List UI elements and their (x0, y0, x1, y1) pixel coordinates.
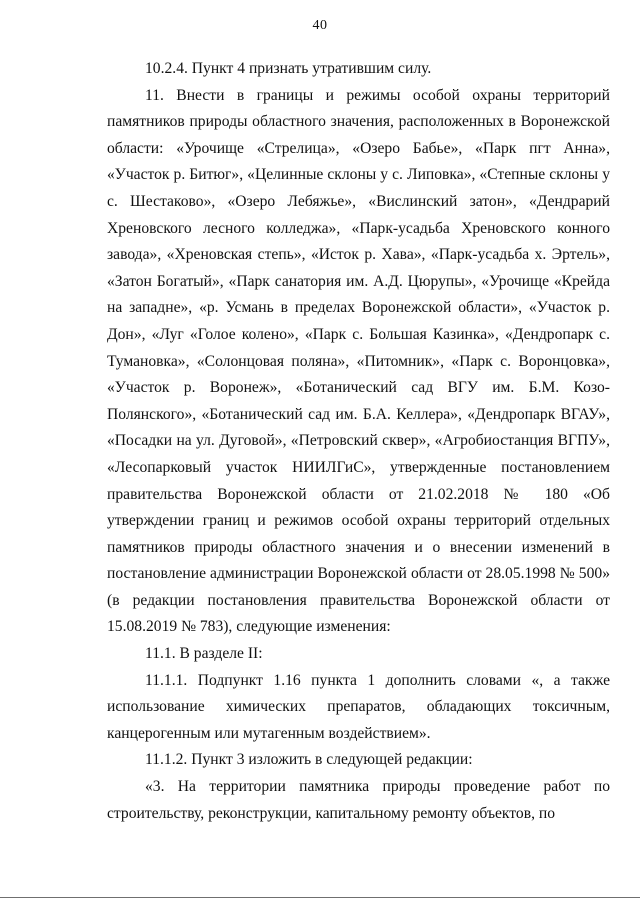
document-body (107, 56, 610, 827)
paragraph-11-1-1: 11.1.1. Подпункт 1.16 пункта 1 дополнить словами «, а также использование химических препаратов, обладающих токсичным, канцерогенным или мутагенным воздействием». (107, 671, 610, 742)
paragraph-11: 11. Внести в границы и режимы особой охраны территорий памятников природы областного значения, расположенных в Воронежской области: «Урочище «Стрелица», «Озеро Бабье», «Парк пгт Анна», «Участок р. Битюг», «Целинные склоны у с. Липовка», «Степные склоны у с. Шестаково», «Озеро Лебяжье», «Вислинский затон», «Дендрарий Хреновского лесного колледжа», «Парк-усадьба Хреновского конного завода», «Хреновская степь», «Исток р. Хава», «Парк-усадьба х. Эртель», «Затон Богатый», «Парк санатория им. А.Д. Цюрупы», «Урочище «Крейда на западне», «р. Усмань в пределах Воронежской области», «Участок р. Дон», «Луг «Голое колено», «Парк с. Большая Казинка», «Дендропарк с. Тумановка», «Солонцовая поляна», «Питомник», «Парк с. Воронцовка», «Участок р. Воронеж», «Ботанический сад ВГУ им. Б.М. Козо-Полянского», «Ботанический сад им. Б.А. Келлера», «Дендропарк ВГАУ», «Посадки на ул. Дуговой», «Петровский сквер», «Агробиостанция ВГПУ», «Лесопарковый участок НИИЛГиС», утвержденные постановлением правительства Воронежской области от 21.02.2018 № 180 «Об утверждении границ и режимов особой охраны территорий отдельных памятников природы областного значения и о внесении изменений в постановление администрации Воронежской области от 28.05.1998 № 500» (в редакции постановления правительства Воронежской области от 15.08.2019 № 783), следующие изменения: (107, 86, 610, 636)
paragraph-11-1-2: 11.1.2. Пункт 3 изложить в следующей редакции: (145, 751, 473, 769)
paragraph-10-2-4: 10.2.4. Пункт 4 признать утратившим силу. (145, 60, 432, 77)
page-bottom-divider (0, 897, 640, 898)
paragraph-11-1: 11.1. В разделе II: (145, 645, 263, 663)
page-number: 40 (312, 18, 328, 33)
paragraph-quote-3: «3. На территории памятника природы проведение работ по строительству, реконструкции, капитальному ремонту объектов, по (107, 778, 610, 822)
